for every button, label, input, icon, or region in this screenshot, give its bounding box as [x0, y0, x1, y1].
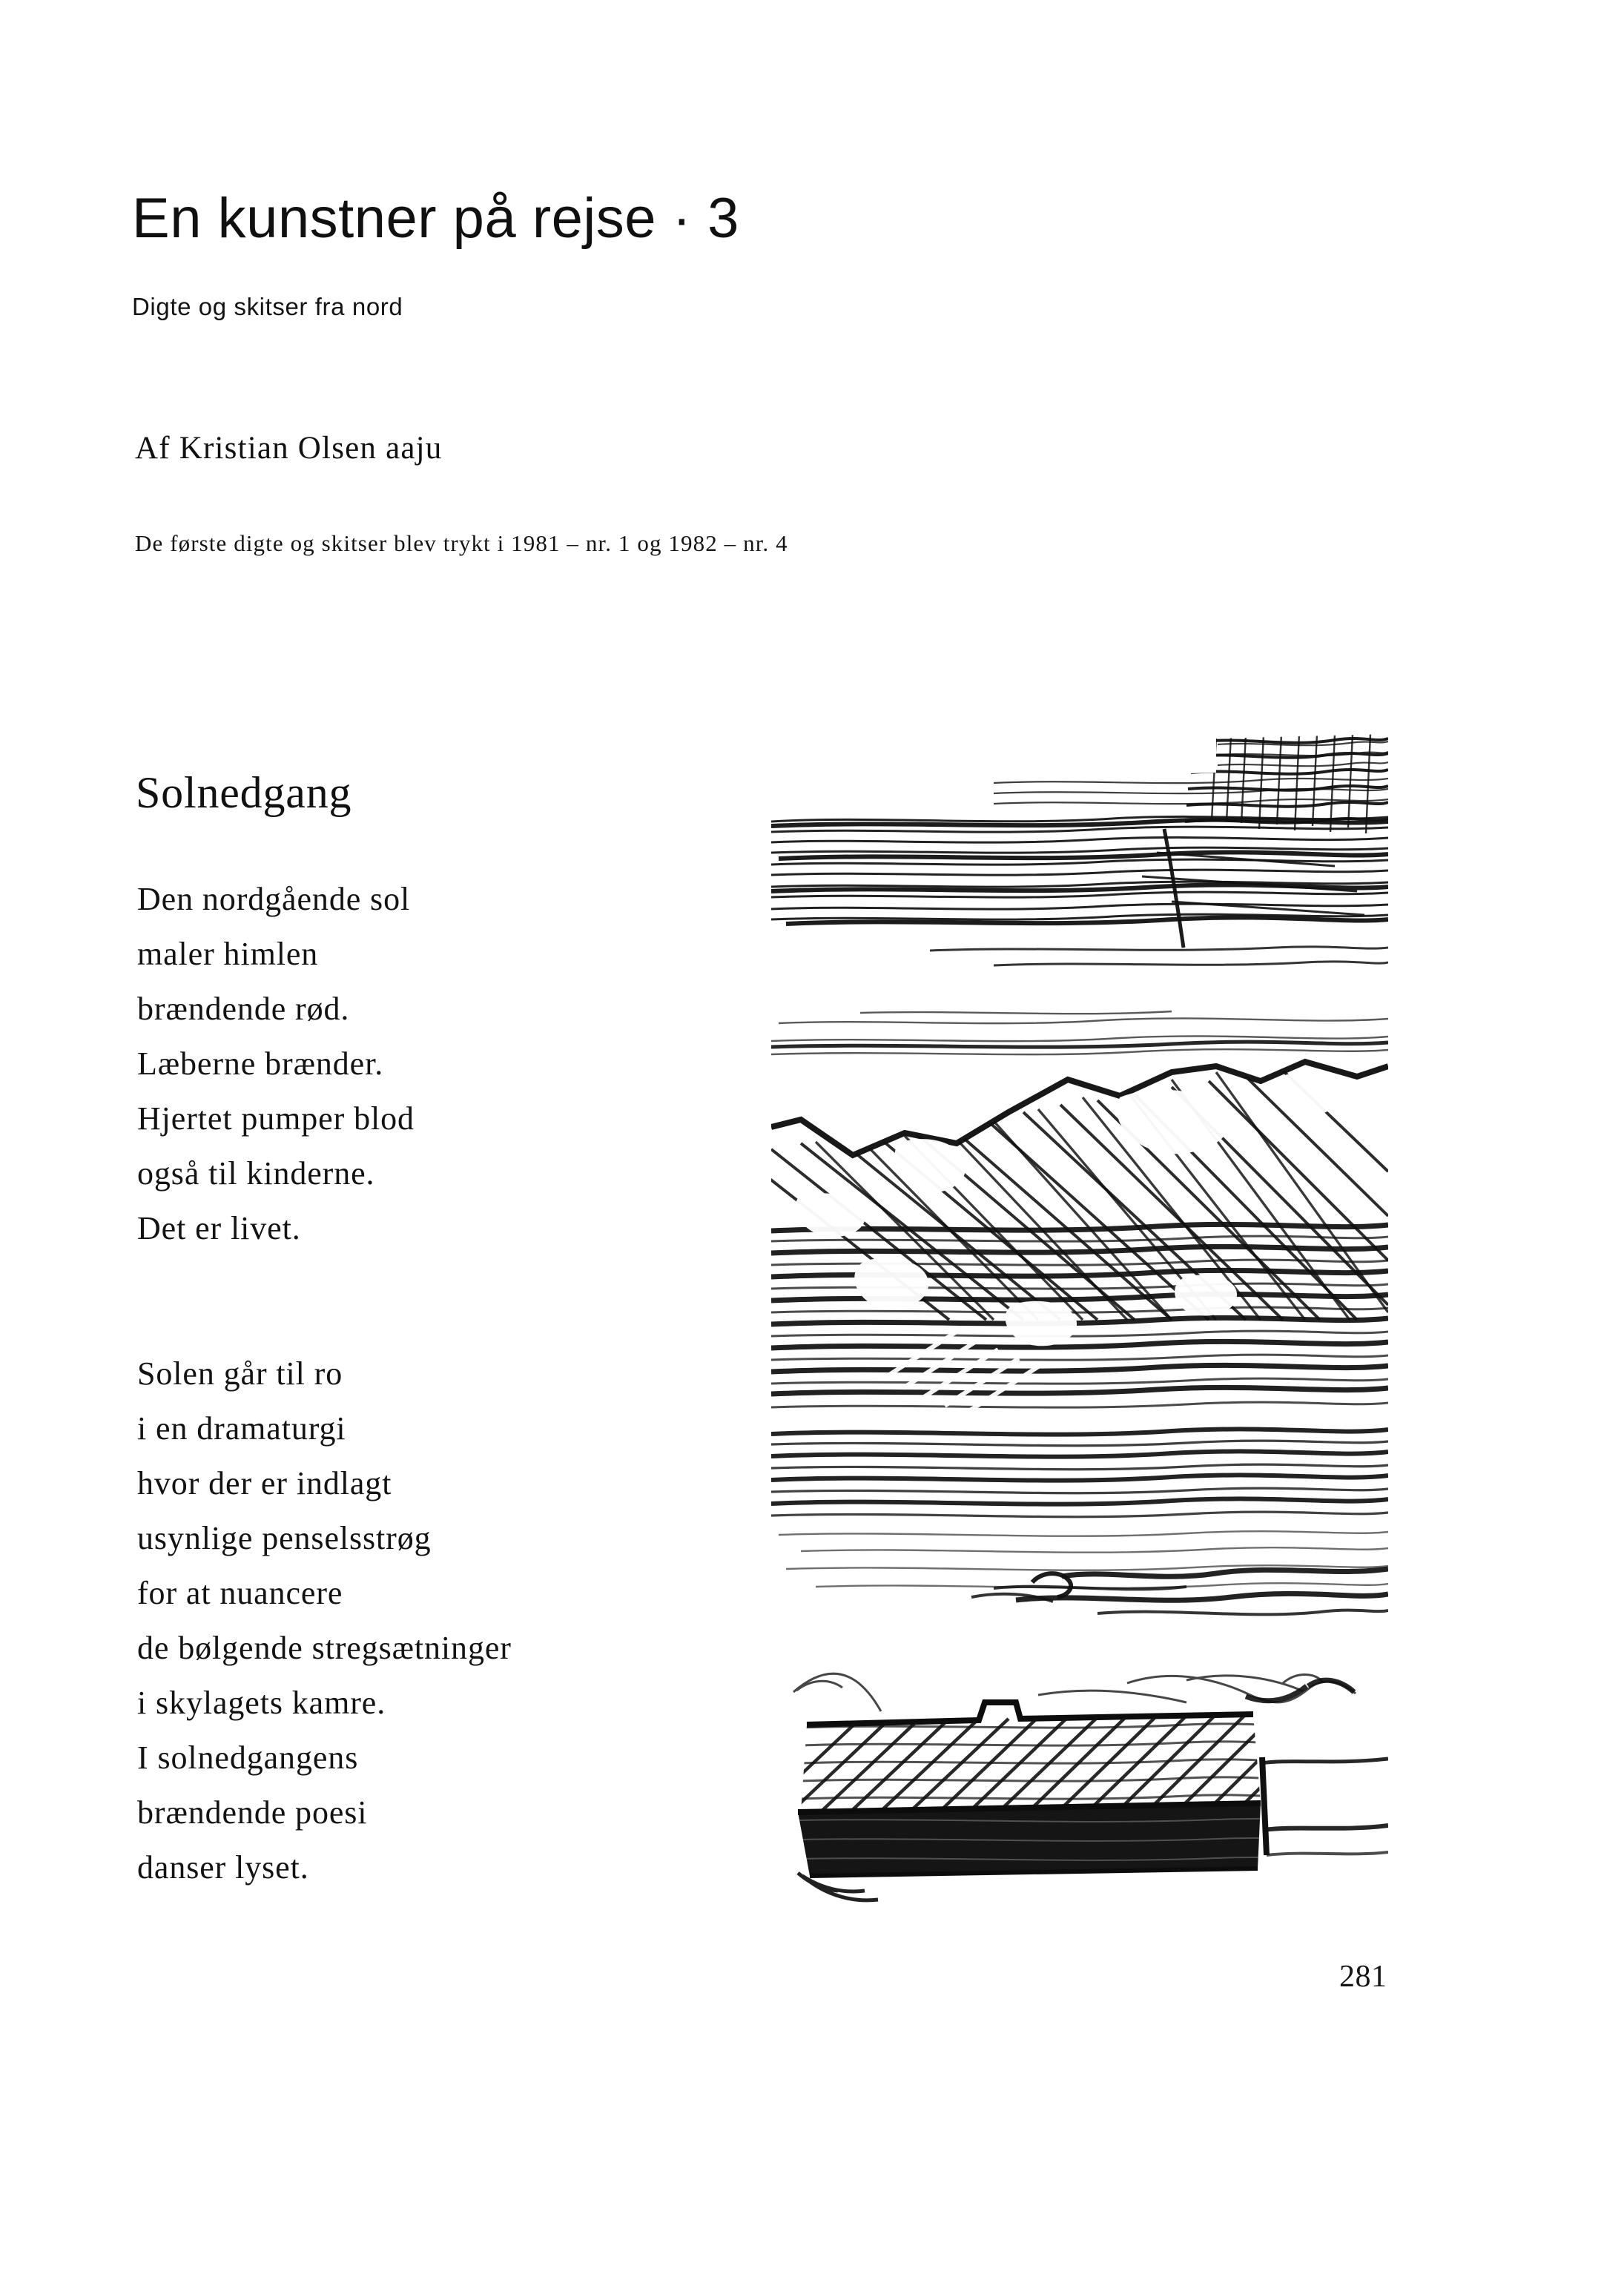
byline: Af Kristian Olsen aaju: [135, 431, 443, 466]
poem-line: Det er livet.: [137, 1210, 301, 1246]
poem-line: I solnedgangens: [137, 1739, 359, 1776]
mountain-sketch: [771, 1008, 1388, 1424]
poem-line: usynlige penselsstrøg: [137, 1520, 432, 1556]
poem-line: for at nuancere: [137, 1575, 343, 1611]
poem-line: i skylagets kamre.: [137, 1685, 386, 1721]
illustration: [771, 734, 1388, 1928]
poem-line: brændende poesi: [137, 1794, 368, 1831]
boat-house-sketch: [771, 1653, 1388, 1928]
sea-sketch: [771, 1424, 1388, 1639]
poem-line: maler himlen: [137, 936, 319, 972]
poem-line: Solen går til ro: [137, 1355, 343, 1392]
page-subtitle: Digte og skitser fra nord: [132, 293, 403, 320]
poem-line: de bølgende stregsætninger: [137, 1630, 512, 1666]
poem-line: brændende rød.: [137, 991, 350, 1027]
poem-line: Hjertet pumper blod: [137, 1100, 415, 1137]
page-number: 281: [1339, 1960, 1387, 1994]
poem-title: Solnedgang: [136, 767, 352, 817]
poem-line: Den nordgående sol: [137, 881, 411, 917]
poem-stanza: [137, 872, 716, 1256]
sky-and-horizon-sketch: [771, 734, 1388, 979]
page-title: En kunstner på rejse · 3: [132, 186, 739, 250]
poem-line: hvor der er indlagt: [137, 1465, 392, 1501]
poem-line: danser lyset.: [137, 1849, 309, 1886]
publication-note: De første digte og skitser blev trykt i 1981 – nr. 1 og 1982 – nr. 4: [135, 530, 788, 556]
poem-stanza: [137, 1346, 716, 1895]
poem-line: i en dramaturgi: [137, 1410, 346, 1447]
poem-line: også til kinderne.: [137, 1155, 375, 1192]
poem-line: Læberne brænder.: [137, 1045, 384, 1082]
